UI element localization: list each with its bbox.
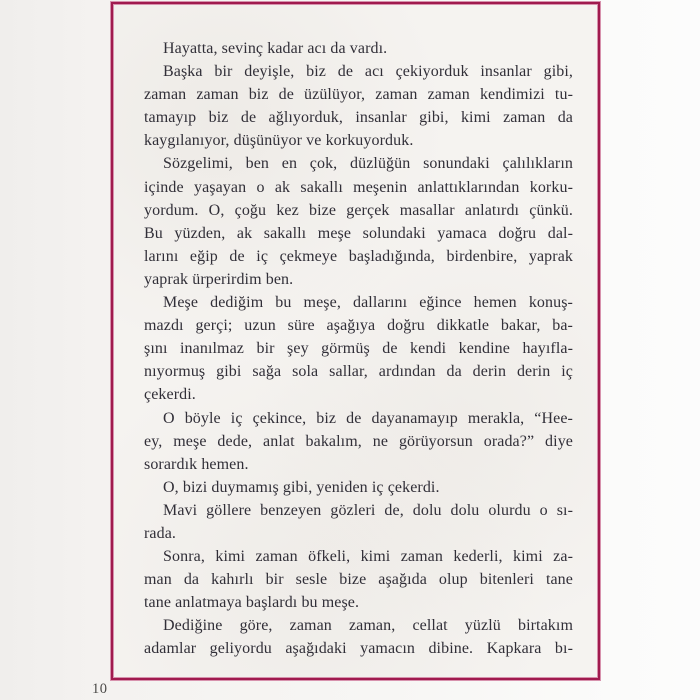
page-border-frame [111, 2, 600, 680]
text-line: Hayatta, sevinç kadar acı da vardı. [163, 40, 388, 57]
text-line: ey, meşe dede, anlat bakalım, ne görüyorsun orada?” diye [144, 432, 573, 450]
text-line: zaman zaman biz de üzülüyor, zaman zaman kendimizi tu- [144, 86, 573, 104]
text-line: Sözgelimi, ben en çok, düzlüğün sonundaki çalılıkların [163, 155, 573, 173]
text-line: rada. [144, 524, 177, 542]
text-line: larını eğip de iç çekmeye başladığında, birdenbire, yaprak [144, 247, 573, 265]
text-line: Bu yüzden, ak sakallı meşe solundaki yamaca doğru dal- [144, 224, 573, 242]
paragraph [144, 407, 573, 476]
text-line: man da kahırlı bir sesle bize aşağıda olup bitenleri tane [144, 571, 573, 589]
text-line: mazdı gerçi; uzun süre aşağıya doğru dikkatle bakar, ba- [144, 317, 573, 335]
text-line: O böyle iç çekince, biz de dayanamayıp merakla, “Hee- [163, 409, 573, 427]
text-line: şını inanılmaz bir şey görmüş de kendi kendine hayıfla- [144, 340, 573, 358]
text-line: Mavi göllere benzeyen gözleri de, dolu dolu olurdu o sı- [163, 501, 573, 519]
page-number: 10 [92, 681, 108, 697]
text-line: yordum. O, çoğu kez bize gerçek masallar anlatırdı çünkü. [144, 201, 573, 219]
paragraph [144, 476, 573, 499]
text-line: Dediğine göre, zaman zaman, cellat yüzlü birtakım [163, 617, 573, 635]
paragraph [144, 545, 573, 614]
text-line: tane anlatmaya başlardı bu meşe. [144, 594, 360, 612]
text-line: Başka bir deyişle, biz de acı çekiyorduk insanlar gibi, [163, 63, 573, 81]
text-line: tamayıp biz de ağlıyorduk, insanlar gibi, kimi zaman da [144, 109, 573, 127]
text-line: Meşe dediğim bu meşe, dallarını eğince hemen konuş- [163, 294, 573, 312]
text-line: Sonra, kimi zaman öfkeli, kimi zaman kederli, kimi za- [163, 548, 573, 566]
paragraph [144, 499, 573, 545]
text-line: içinde yaşayan o ak sakallı meşenin anlattıklarından korku- [144, 178, 573, 196]
text-line: sorardık hemen. [144, 455, 249, 473]
body-text [144, 37, 573, 661]
text-line: adamlar geliyordu aşağıdaki yamacın dibine. Kapkara bı- [144, 640, 573, 658]
text-line: yaprak ürperirdim ben. [144, 270, 294, 288]
text-line: kaygılanıyor, düşünüyor ve korkuyorduk. [144, 132, 414, 150]
paragraph [144, 37, 573, 60]
paragraph [144, 291, 573, 406]
paragraph [144, 152, 573, 291]
text-line: çekerdi. [144, 386, 196, 404]
paragraph [144, 60, 573, 152]
paragraph [144, 614, 573, 660]
text-line: nıyormuş gibi sağa sola sallar, ardından da derin derin iç [144, 363, 573, 381]
text-line: O, bizi duymamış gibi, yeniden iç çekerdi. [163, 478, 440, 496]
